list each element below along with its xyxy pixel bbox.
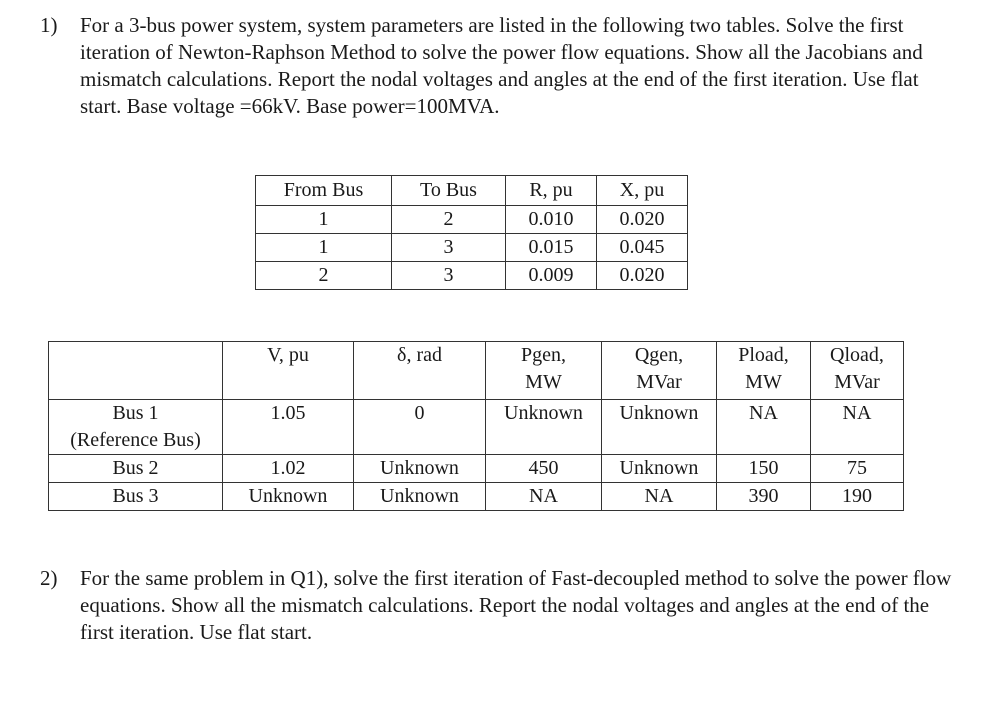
- cell-pgen: NA: [486, 483, 602, 511]
- bus-name-cell: [49, 400, 223, 455]
- cell-pload: 390: [717, 483, 811, 511]
- cell-qgen: Unknown: [602, 455, 717, 483]
- cell-x: 0.020: [597, 206, 688, 234]
- question-2-text: For the same problem in Q1), solve the first iteration of Fast-decoupled method to solve the power flow equations. Show all the mismatch calculations. Report the nodal voltages and angles at the end of the first iteration. Use flat start.: [80, 566, 952, 644]
- cell-voltage: 1.05: [223, 400, 354, 455]
- header-qload: [811, 342, 904, 400]
- header-pload-label: Pload,: [738, 344, 789, 366]
- cell-to-bus: 3: [392, 234, 506, 262]
- question-2-number: 2): [40, 566, 58, 590]
- question-1: [40, 12, 960, 120]
- cell-to-bus: 2: [392, 206, 506, 234]
- cell-qload: NA: [811, 400, 904, 455]
- header-qload-unit: MVar: [834, 371, 880, 393]
- header-voltage-label: V, pu: [267, 344, 309, 366]
- cell-qgen: NA: [602, 483, 717, 511]
- cell-qload: 75: [811, 455, 904, 483]
- header-delta: [354, 342, 486, 400]
- question-1-number: 1): [40, 13, 58, 37]
- header-from-bus: From Bus: [256, 176, 392, 206]
- cell-pload: NA: [717, 400, 811, 455]
- table-row: [49, 455, 904, 483]
- header-pgen: [486, 342, 602, 400]
- cell-qload: 190: [811, 483, 904, 511]
- cell-pload: 150: [717, 455, 811, 483]
- cell-voltage: Unknown: [223, 483, 354, 511]
- table-row: [49, 400, 904, 455]
- question-1-text: For a 3-bus power system, system parameters are listed in the following two tables. Solve the first iteration of Newton-Raphson Method to solve the power flow equations. Show all the Jacobians and mismatch calculations. Report the nodal voltages and angles at the end of the first iteration. Use flat start. Base voltage =66kV. Base power=100MVA.: [80, 13, 923, 118]
- table-header-row: [256, 176, 688, 206]
- cell-voltage: 1.02: [223, 455, 354, 483]
- cell-r: 0.010: [506, 206, 597, 234]
- header-to-bus: To Bus: [392, 176, 506, 206]
- cell-from-bus: 2: [256, 262, 392, 290]
- table-row: [256, 206, 688, 234]
- cell-r: 0.009: [506, 262, 597, 290]
- header-pgen-label: Pgen,: [521, 344, 566, 366]
- cell-qgen: Unknown: [602, 400, 717, 455]
- header-voltage: [223, 342, 354, 400]
- header-r-pu: R, pu: [506, 176, 597, 206]
- table-row: [256, 262, 688, 290]
- cell-r: 0.015: [506, 234, 597, 262]
- cell-delta: Unknown: [354, 483, 486, 511]
- cell-to-bus: 3: [392, 262, 506, 290]
- cell-from-bus: 1: [256, 206, 392, 234]
- header-pload-unit: MW: [745, 371, 782, 393]
- cell-pgen: Unknown: [486, 400, 602, 455]
- table-row: [256, 234, 688, 262]
- header-x-pu: X, pu: [597, 176, 688, 206]
- header-qgen: [602, 342, 717, 400]
- bus-data-table: [48, 341, 904, 511]
- cell-delta: Unknown: [354, 455, 486, 483]
- bus-1-subtitle: (Reference Bus): [70, 429, 201, 451]
- header-empty: [49, 342, 223, 400]
- question-2: [40, 565, 960, 646]
- table-header-row: [49, 342, 904, 400]
- cell-delta: 0: [354, 400, 486, 455]
- bus-2-name: Bus 2: [49, 455, 223, 483]
- header-pgen-unit: MW: [525, 371, 562, 393]
- header-delta-label: δ, rad: [397, 344, 442, 366]
- cell-x: 0.045: [597, 234, 688, 262]
- bus-3-name: Bus 3: [49, 483, 223, 511]
- bus-1-name: Bus 1: [112, 402, 159, 424]
- header-pload: [717, 342, 811, 400]
- table-row: [49, 483, 904, 511]
- header-qgen-unit: MVar: [636, 371, 682, 393]
- cell-from-bus: 1: [256, 234, 392, 262]
- cell-pgen: 450: [486, 455, 602, 483]
- cell-x: 0.020: [597, 262, 688, 290]
- header-qload-label: Qload,: [830, 344, 884, 366]
- header-qgen-label: Qgen,: [634, 344, 684, 366]
- line-parameters-table: [255, 175, 688, 290]
